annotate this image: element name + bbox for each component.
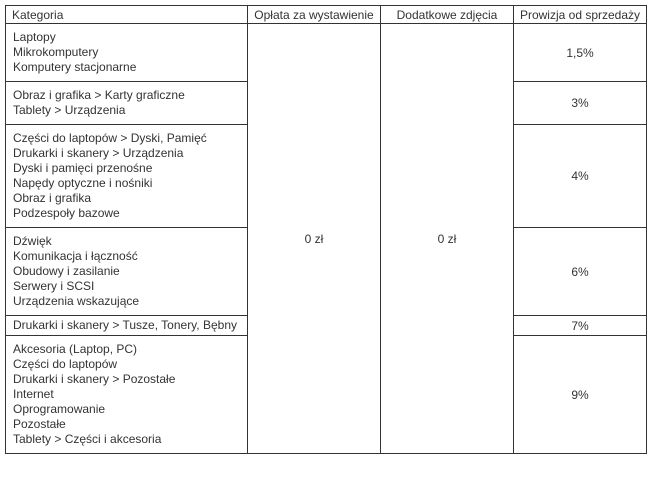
- fee-table-container: [5, 5, 647, 454]
- category-item: Obraz i grafika > Karty graficzne: [13, 88, 185, 102]
- category-list: [6, 316, 248, 336]
- category-item: Dyski i pamięci przenośne: [13, 161, 153, 175]
- category-item: Drukarki i skanery > Urządzenia: [13, 146, 184, 160]
- commission-value: 3%: [514, 82, 647, 125]
- category-list: [6, 336, 248, 454]
- commission-value: 7%: [514, 316, 647, 336]
- category-item: Urządzenia wskazujące: [13, 294, 140, 308]
- header-listing-fee: Opłata za wystawienie: [248, 6, 381, 24]
- commission-value: 9%: [514, 336, 647, 454]
- category-item: Oprogramowanie: [13, 402, 106, 416]
- category-item: Drukarki i skanery > Tusze, Tonery, Bębny: [13, 318, 237, 332]
- category-item: Laptopy: [13, 30, 56, 44]
- category-list: [6, 228, 248, 316]
- category-item: Części do laptopów > Dyski, Pamięć: [13, 131, 207, 145]
- commission-value: 6%: [514, 228, 647, 316]
- category-item: Obraz i grafika: [13, 191, 92, 205]
- category-item: Mikrokomputery: [13, 45, 99, 59]
- category-list: [6, 24, 248, 82]
- listing-fee-value: 0 zł: [248, 24, 381, 454]
- category-item: Akcesoria (Laptop, PC): [13, 342, 138, 356]
- category-item: Części do laptopów: [13, 357, 118, 371]
- category-item: Internet: [13, 387, 54, 401]
- category-item: Pozostałe: [13, 417, 66, 431]
- commission-value: 4%: [514, 125, 647, 228]
- table-row: [6, 24, 647, 82]
- fee-table: [5, 5, 647, 454]
- category-item: Komunikacja i łączność: [13, 249, 138, 263]
- extra-photos-value: 0 zł: [381, 24, 514, 454]
- category-item: Drukarki i skanery > Pozostałe: [13, 372, 176, 386]
- category-item: Obudowy i zasilanie: [13, 264, 120, 278]
- category-item: Dźwięk: [13, 234, 52, 248]
- header-commission: Prowizja od sprzedaży: [514, 6, 647, 24]
- category-item: Tablety > Urządzenia: [13, 103, 126, 117]
- category-item: Napędy optyczne i nośniki: [13, 176, 153, 190]
- category-item: Tablety > Części i akcesoria: [13, 432, 162, 446]
- category-list: [6, 125, 248, 228]
- category-item: Komputery stacjonarne: [13, 60, 137, 74]
- commission-value: 1,5%: [514, 24, 647, 82]
- category-list: [6, 82, 248, 125]
- header-row: [6, 6, 647, 24]
- header-category: Kategoria: [6, 6, 248, 24]
- category-item: Serwery i SCSI: [13, 279, 95, 293]
- header-extra-photos: Dodatkowe zdjęcia: [381, 6, 514, 24]
- category-item: Podzespoły bazowe: [13, 206, 120, 220]
